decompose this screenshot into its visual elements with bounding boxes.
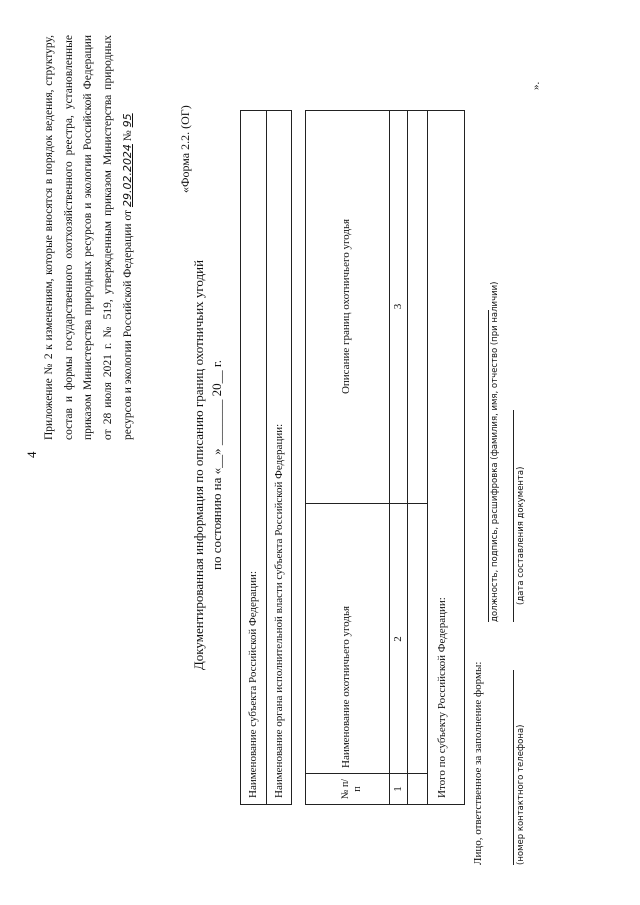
total-row: Итого по субъекту Российской Федерации: bbox=[436, 597, 448, 798]
title-line-2: по состоянию на «__» _______ 20__ г. bbox=[209, 359, 224, 571]
number-row-divider bbox=[407, 111, 408, 804]
title-line-1: Документированная информация по описанию границ охотничьих угодий bbox=[191, 259, 206, 671]
subject-table bbox=[240, 110, 292, 805]
phone-caption: (номер контактного телефона) bbox=[516, 724, 526, 865]
date-line bbox=[513, 410, 514, 622]
header-divider bbox=[389, 111, 390, 804]
document-title bbox=[190, 185, 226, 745]
col-divider-2 bbox=[306, 503, 427, 504]
number-label: № bbox=[122, 130, 134, 142]
closing-quote: ». bbox=[530, 81, 542, 90]
appendix-text: Приложение № 2 к изменениям, которые вносятся в порядок ведения, структуру, состав и формы государственного охотхозяйственного реестра, установленные приказом Министерства природных ресурсов и экологии Российской Федерации от 28 июля 2021 г. № 519, утвержденным приказом Министерства природных ресурсов и экологии Российской Федерации от bbox=[43, 35, 134, 440]
page-number: 4 bbox=[24, 451, 39, 458]
responsible-label: Лицо, ответственное за заполнение формы: bbox=[472, 661, 484, 865]
total-divider bbox=[427, 111, 428, 804]
header-boundary-description: Описание границ охотничьего угодья bbox=[340, 218, 352, 395]
number-cell-3: 3 bbox=[392, 303, 404, 310]
header-number: № п/п bbox=[340, 778, 363, 800]
appendix-header bbox=[40, 35, 139, 440]
col-divider-1 bbox=[306, 773, 427, 774]
number-signature: 95 bbox=[121, 113, 134, 128]
responsible-signature-line bbox=[488, 310, 489, 622]
main-table bbox=[305, 110, 465, 805]
subject-table-divider bbox=[266, 111, 267, 804]
number-cell-1: 1 bbox=[392, 786, 404, 792]
date-caption: (дата составления документа) bbox=[516, 466, 526, 605]
number-cell-2: 2 bbox=[392, 636, 404, 642]
date-signature: 29.02.2024 bbox=[121, 144, 134, 208]
form-reference: «Форма 2.2. (ОГ) bbox=[178, 105, 192, 193]
header-hunting-ground-name: Наименование охотничьего угодья bbox=[340, 605, 352, 768]
authority-name-row: Наименование органа исполнительной власти субъекта Российской Федерации: bbox=[273, 423, 285, 798]
subject-name-row: Наименование субъекта Российской Федерации: bbox=[247, 570, 259, 798]
responsible-caption: должность, подпись, расшифровка (фамилия, имя, отчество (при наличии) bbox=[490, 281, 500, 622]
phone-line bbox=[513, 670, 514, 865]
